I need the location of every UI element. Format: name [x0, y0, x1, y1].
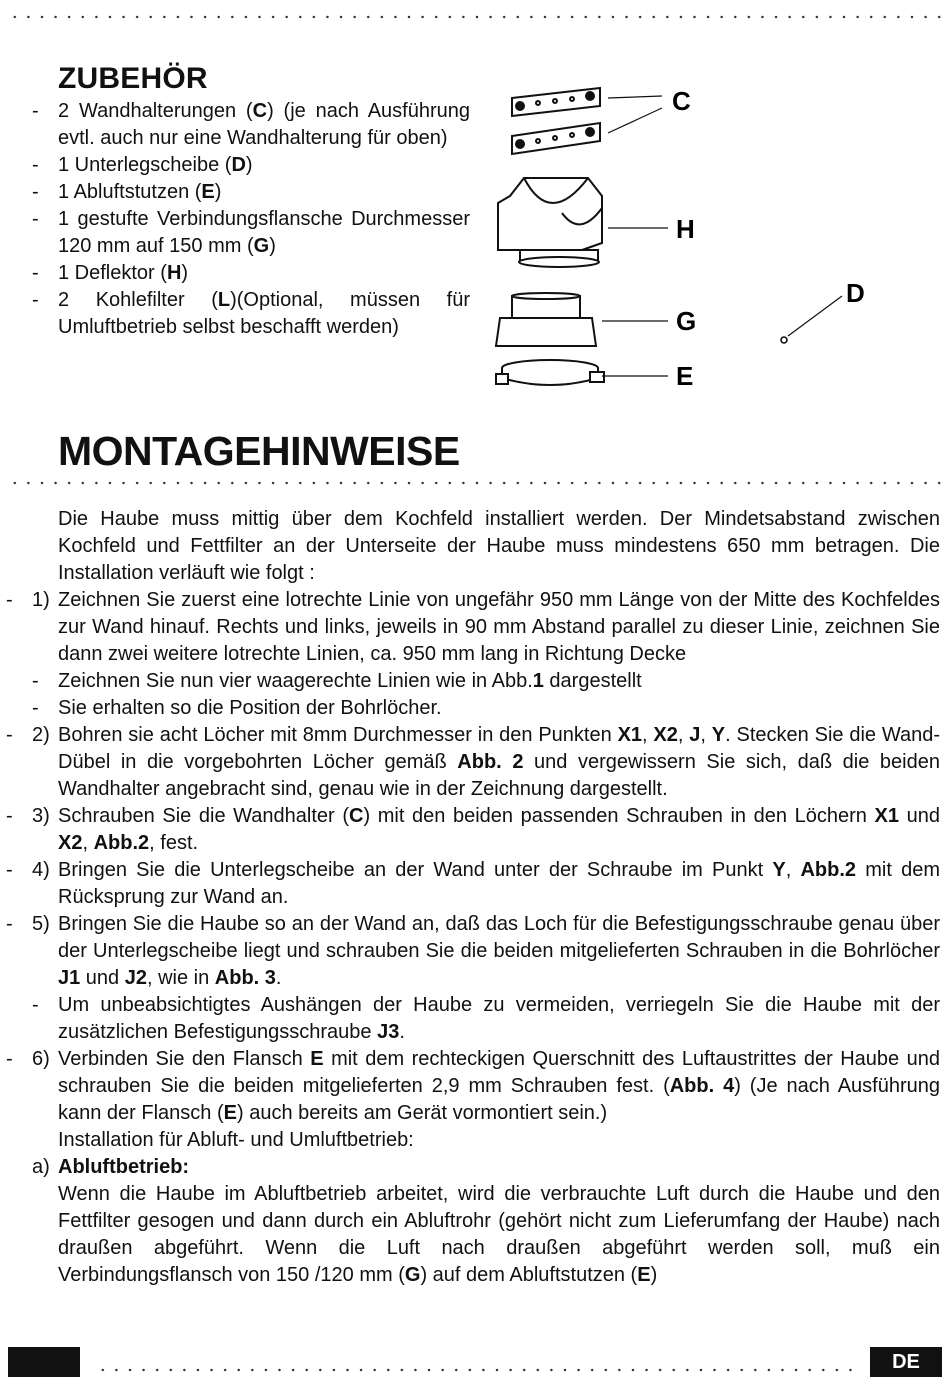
numbered-step	[6, 722, 940, 803]
list-dash: -	[6, 805, 13, 827]
list-dash: -	[32, 289, 39, 311]
text-run: Zeichnen Sie zuerst eine lotrechte Linie von ungefähr 950 mm Länge von der Mitte des Kochfeldes zur Wand hinauf. Rechts und links, jeweils in 90 mm Abstand parallel zu dieser Linie, zeichnen Sie dann zwei weitere lotrechte Linien, ca. 950 mm lang in Richtung Decke	[58, 589, 940, 665]
list-dash: -	[32, 994, 39, 1016]
bold-text: X1	[617, 724, 643, 746]
text-run: und	[899, 805, 940, 827]
bold-text: Abb.2	[800, 859, 857, 881]
label-d: D	[846, 278, 865, 308]
bold-text: L	[217, 289, 231, 311]
label-c-leader	[608, 96, 662, 98]
bold-text: Y	[772, 859, 786, 881]
bold-text: E	[201, 181, 215, 203]
list-dash: -	[6, 724, 13, 746]
text-run: )	[214, 181, 222, 203]
bold-text: C	[252, 100, 268, 122]
step-number: 5)	[32, 913, 50, 935]
accessories-figure	[490, 78, 940, 398]
numbered-step	[6, 911, 940, 992]
text-run: Bohren sie acht Löcher mit 8mm Durchmesser in den Punkten	[58, 724, 618, 746]
list-dash: -	[32, 697, 39, 719]
label-e: E	[676, 361, 694, 391]
bold-text: J	[689, 724, 701, 746]
text-run: und vergewissern Sie sich, daß die beiden Wandhalter angebracht sind, genau wie in der Zeichnung dargestellt.	[58, 751, 940, 800]
installation-heading: MONTAGEHINWEISE	[58, 428, 460, 474]
bold-text: E	[310, 1048, 324, 1070]
accessory-item	[32, 206, 470, 260]
text-run: )(Optional, müssen für Umluftbetrieb selbst beschafft werden)	[58, 289, 470, 338]
installation-steps	[6, 587, 940, 1289]
text-run: Sie erhalten so die Position der Bohrlöcher.	[58, 697, 442, 719]
bold-text: X2	[58, 832, 83, 854]
list-dash: -	[32, 208, 39, 230]
list-dash: -	[6, 913, 13, 935]
text-run: Zeichnen Sie nun vier waagerechte Linien wie in Abb.	[58, 670, 533, 692]
text-run: ) auch bereits am Gerät vormontiert sein.)	[236, 1102, 608, 1124]
accessory-item	[32, 260, 470, 287]
wall-bracket-drawing	[512, 88, 600, 154]
list-dash: -	[32, 262, 39, 284]
text-run: .	[275, 967, 282, 989]
list-dash: -	[6, 589, 13, 611]
text-run: ,	[677, 724, 690, 746]
bold-text: E	[223, 1102, 237, 1124]
label-h: H	[676, 214, 695, 244]
label-d-leader	[788, 296, 842, 336]
top-dotted-rule	[8, 15, 942, 19]
text-run: 1 Abluftstutzen (	[58, 181, 202, 203]
text-run: 1 Deflektor (	[58, 262, 167, 284]
bold-text: G	[404, 1264, 421, 1286]
numbered-step	[6, 587, 940, 668]
bold-text: H	[166, 262, 182, 284]
step-number: 2)	[32, 724, 50, 746]
accessories-heading: ZUBEHÖR	[58, 62, 208, 95]
text-run: mit dem rechteckigen Querschnitt des Luftaustrittes der Haube und schrauben Sie die beiden mitgelieferten 2,9 mm Schrauben fest. (	[58, 1048, 941, 1097]
text-run: )	[269, 235, 276, 257]
text-run: ,	[82, 832, 94, 854]
text-run: .	[399, 1021, 405, 1043]
step-number: 3)	[32, 805, 50, 827]
sub-step	[6, 695, 940, 722]
list-dash: -	[6, 859, 13, 881]
bold-text: E	[637, 1264, 651, 1286]
text-run: dargestellt	[543, 670, 642, 692]
text-run: Bringen Sie die Haube so an der Wand an, daß das Loch für die Befestigungsschraube genau über der Unterlegscheibe liegt und schrauben Sie die beiden mitgelieferten Schrauben in die Bohrlöcher	[58, 913, 940, 962]
text-run: 2 Wandhalterungen (	[58, 100, 253, 122]
step-paragraph	[6, 1127, 940, 1154]
text-run: Schrauben Sie die Wandhalter (	[58, 805, 349, 827]
label-c-leader-2	[608, 108, 662, 133]
bold-text: 1	[532, 670, 544, 692]
text-run: ) (Je nach Ausführung kann der Flansch (	[58, 1075, 940, 1124]
step-number: 6)	[32, 1048, 50, 1070]
text-run: Installation für Abluft- und Umluftbetrieb:	[58, 1129, 414, 1151]
sub-step	[6, 668, 940, 695]
bold-text: Abb. 3	[214, 967, 276, 989]
bold-text: Y	[711, 724, 726, 746]
text-run: ) (je nach Ausführung evtl. auch nur eine Wandhalterung für oben)	[58, 100, 471, 149]
text-run: ) auf dem Abluftstutzen (	[420, 1264, 638, 1286]
list-dash: -	[32, 670, 39, 692]
text-run: ,	[642, 724, 654, 746]
bold-text: G	[253, 235, 270, 257]
intro-paragraph: Die Haube muss mittig über dem Kochfeld installiert werden. Der Mindetsabstand zwischen Kochfeld und Fettfilter an der Unterseite der Haube muss mindestens 650 mm betragen. Die Installation verläuft wie folgt :	[58, 508, 940, 584]
bold-text: C	[348, 805, 364, 827]
text-run: ,	[700, 724, 712, 746]
washer-drawing	[781, 337, 787, 343]
step-number: 1)	[32, 589, 50, 611]
bold-text: J3	[377, 1021, 400, 1043]
accessory-item	[32, 179, 470, 206]
text-run: )	[245, 154, 253, 176]
reducer-flange-drawing	[496, 293, 596, 346]
bold-text: Abb.2	[93, 832, 150, 854]
text-run: und	[80, 967, 125, 989]
bold-text: X1	[874, 805, 899, 827]
language-badge: DE	[870, 1347, 942, 1377]
label-c: C	[672, 86, 691, 116]
step-paragraph	[6, 1181, 940, 1289]
step-letter: a)	[32, 1156, 50, 1178]
text-run: 1 Unterlegscheibe (	[58, 154, 232, 176]
text-run: . Stecken Sie die Wand-Dübel in die vorgebohrten Löcher gemäß	[58, 724, 941, 773]
text-run: , fest.	[149, 832, 199, 854]
numbered-step	[6, 1046, 940, 1127]
section-dotted-rule	[8, 481, 942, 485]
step-number: 4)	[32, 859, 50, 881]
list-dash: -	[6, 1048, 13, 1070]
list-dash: -	[32, 154, 39, 176]
bold-text: J1	[58, 967, 81, 989]
text-run: 2 Kohlefilter (	[58, 289, 218, 311]
deflector-drawing	[498, 178, 602, 267]
text-run: 1 gestufte Verbindungsflansche Durchmesser 120 mm auf 150 mm (	[58, 208, 470, 257]
bold-text: J2	[124, 967, 147, 989]
lettered-step	[6, 1154, 940, 1181]
text-run: , wie in	[146, 967, 215, 989]
sub-step	[6, 992, 940, 1046]
accessory-item	[32, 152, 470, 179]
text-run: )	[650, 1264, 658, 1286]
outlet-ring-drawing	[496, 360, 604, 385]
bold-text: Abb. 2	[457, 751, 524, 773]
bold-text: Abb. 4	[669, 1075, 735, 1097]
label-g: G	[676, 306, 697, 336]
text-run: )	[181, 262, 189, 284]
bold-text: X2	[653, 724, 678, 746]
text-run: Bringen Sie die Unterlegscheibe an der Wand unter der Schraube im Punkt	[58, 859, 773, 881]
text-run: Um unbeabsichtigtes Aushängen der Haube zu vermeiden, verriegeln Sie die Haube mit der zusätzlichen Befestigungsschraube	[58, 994, 940, 1043]
footer-black-bar	[8, 1347, 80, 1377]
accessories-list	[32, 98, 470, 341]
numbered-step	[6, 803, 940, 857]
list-dash: -	[32, 100, 39, 122]
text-run: Wenn die Haube im Abluftbetrieb arbeitet, wird die verbrauchte Luft durch die Haube und den Fettfilter gesogen und dann durch ein Abluftrohr (gehört nicht zum Lieferumfang der Haube) nach draußen abgeführt. Wenn die Luft nach draußen abgeführt werden soll, muß ein Verbindungsflansch von 150 /120 mm (	[58, 1183, 940, 1286]
text-run: ) mit den beiden passenden Schrauben in den Löchern	[363, 805, 875, 827]
bold-text: D	[231, 154, 246, 176]
list-dash: -	[32, 181, 39, 203]
text-run: ,	[785, 859, 801, 881]
accessory-item	[32, 287, 470, 341]
footer-dotted-rule	[96, 1368, 854, 1372]
text-run: mit dem Rücksprung zur Wand an.	[58, 859, 940, 908]
bold-text: Abluftbetrieb:	[58, 1156, 190, 1178]
installation-body	[6, 506, 940, 1289]
numbered-step	[6, 857, 940, 911]
text-run: Verbinden Sie den Flansch	[58, 1048, 311, 1070]
accessory-item	[32, 98, 470, 152]
